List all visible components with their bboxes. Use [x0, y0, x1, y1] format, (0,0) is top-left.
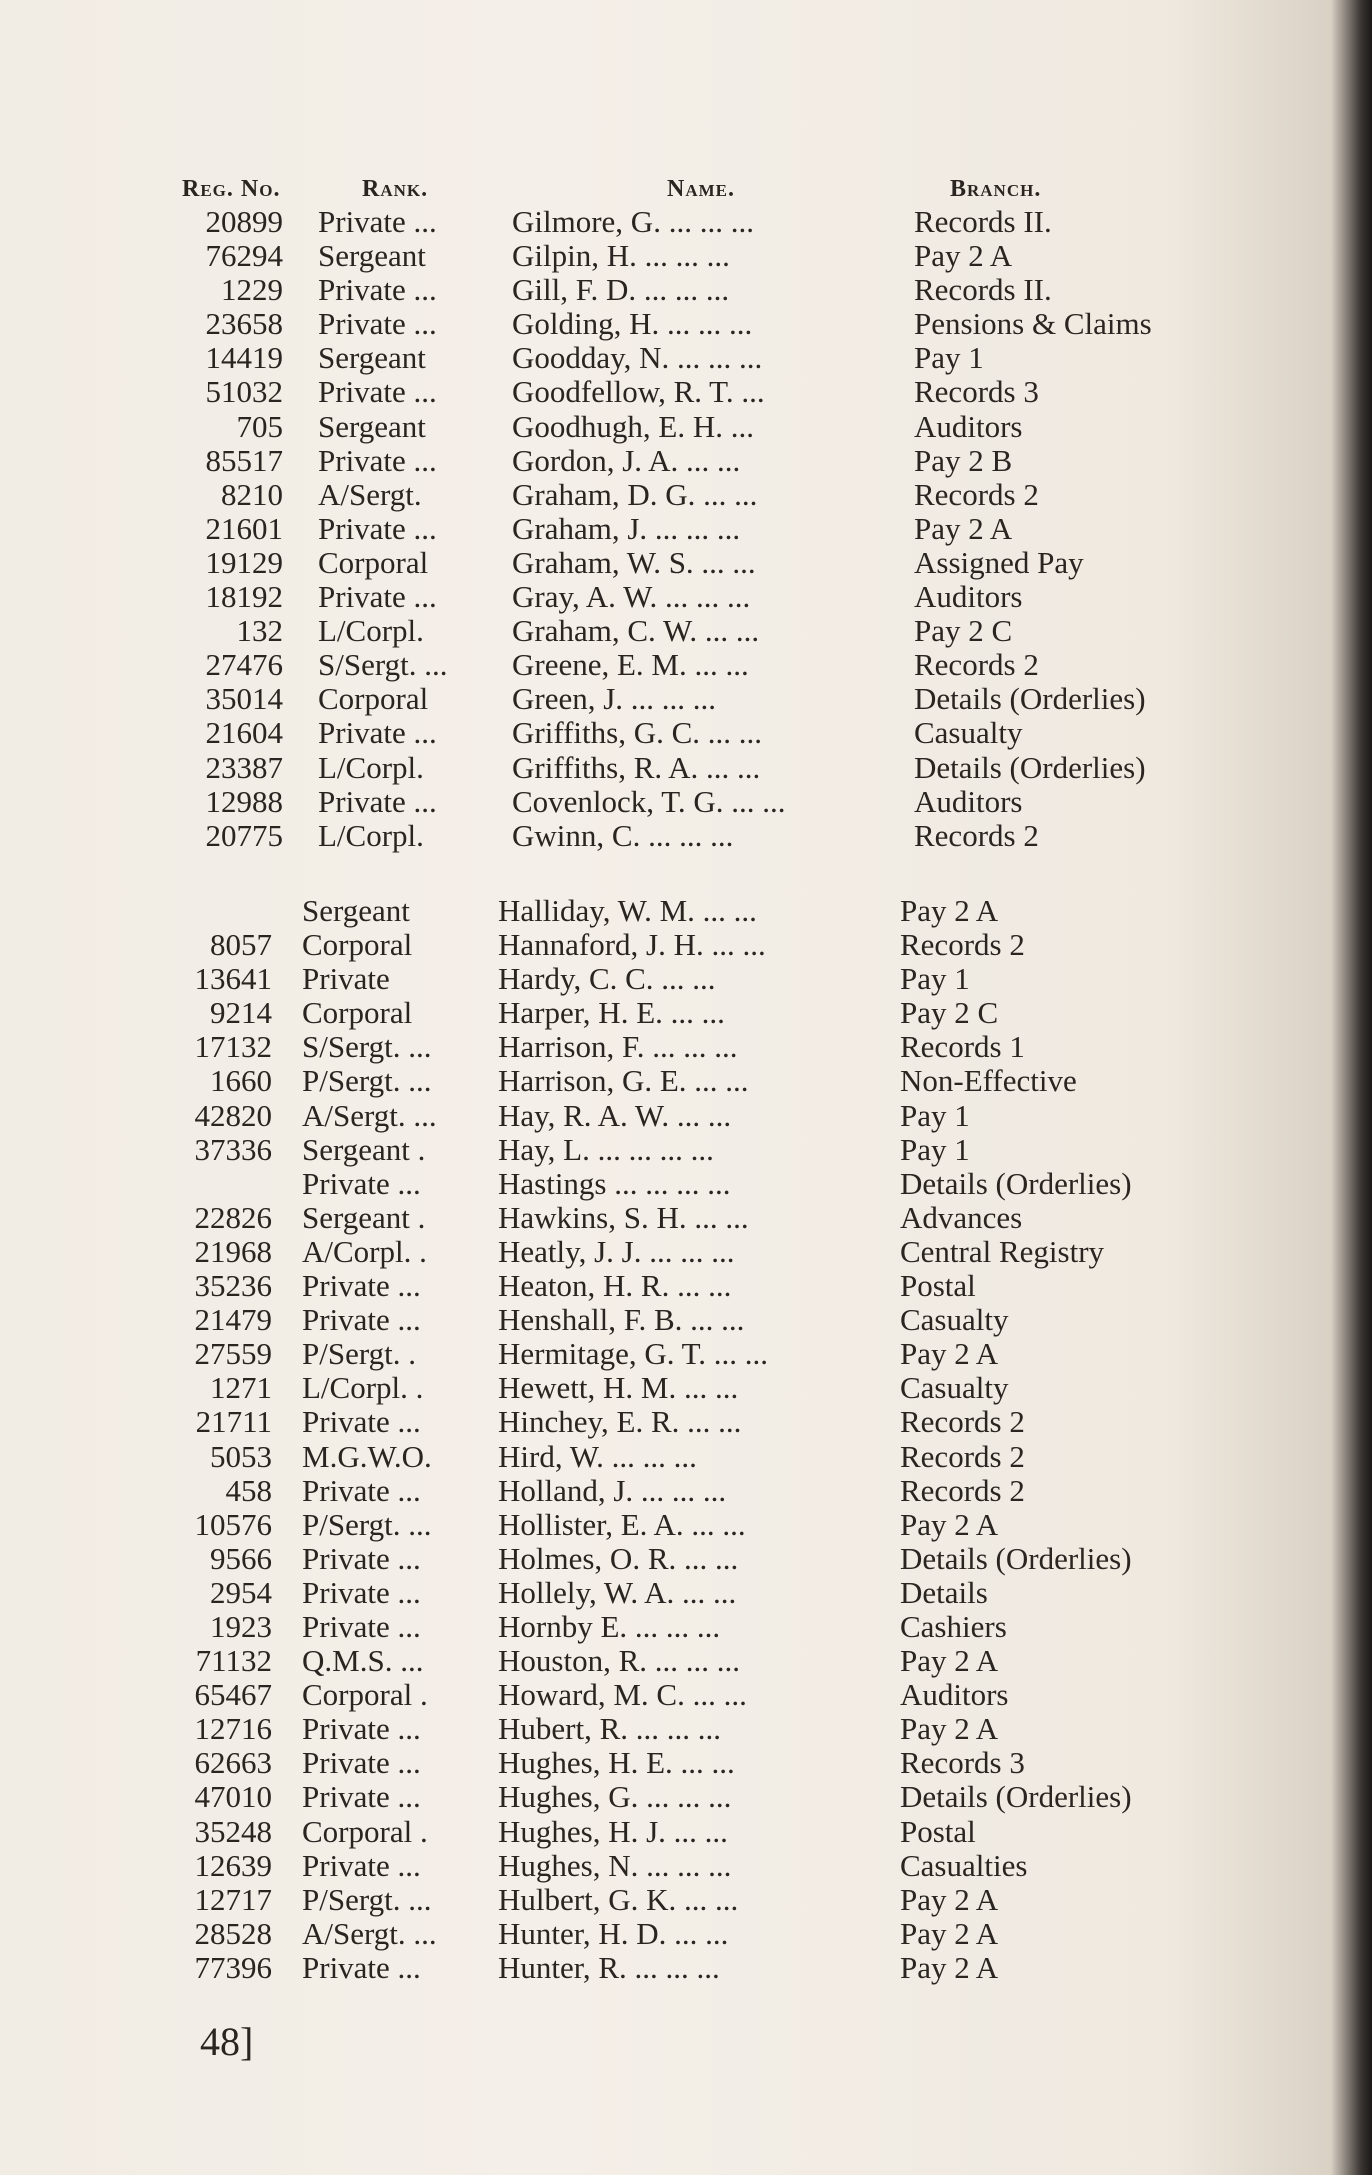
name-cell: Holland, J. ... ... ...: [498, 1472, 727, 1508]
branch-cell: Pay 2 A: [900, 893, 999, 928]
branch-cell: Details (Orderlies): [914, 749, 1146, 785]
header-branch: Branch.: [950, 176, 1042, 202]
branch-cell: Advances: [900, 1199, 1023, 1235]
branch-cell: Pay 2 A: [900, 1881, 999, 1917]
name-cell: Heatly, J. J. ... ... ...: [498, 1233, 735, 1269]
name-cell: Hollely, W. A. ... ...: [498, 1574, 737, 1610]
name-cell: Covenlock, T. G. ... ...: [512, 783, 786, 819]
reg-no-cell: 13641: [194, 961, 272, 997]
reg-no-cell: 27559: [194, 1336, 272, 1372]
name-cell: Green, J. ... ... ...: [512, 681, 717, 717]
name-cell: Hannaford, J. H. ... ...: [498, 927, 766, 963]
name-cell: Hardy, C. C. ... ...: [498, 961, 716, 997]
rank-cell: Private ...: [302, 1711, 421, 1747]
rank-cell: Private ...: [318, 442, 437, 478]
rank-cell: Private ...: [302, 1540, 421, 1576]
name-cell: Harrison, F. ... ... ...: [498, 1029, 738, 1065]
name-cell: Greene, E. M. ... ...: [512, 647, 749, 683]
branch-cell: Records 3: [900, 1745, 1025, 1781]
name-cell: Graham, J. ... ... ...: [512, 510, 741, 546]
rank-cell: P/Sergt. ...: [302, 1881, 432, 1917]
reg-no-cell: 62663: [194, 1745, 272, 1781]
branch-cell: Details (Orderlies): [900, 1165, 1132, 1201]
roster-row: [0, 1371, 1372, 1405]
roster-row: [0, 444, 1372, 478]
roster-row: [0, 1303, 1372, 1337]
branch-cell: Records II.: [914, 272, 1052, 308]
roster-row: [0, 1474, 1372, 1508]
roster-row: [0, 1917, 1372, 1951]
branch-cell: Records 2: [914, 817, 1039, 853]
roster-row: [0, 962, 1372, 996]
name-cell: Hay, L. ... ... ... ...: [498, 1131, 714, 1167]
branch-cell: Pay 2 A: [900, 1643, 999, 1679]
reg-no-cell: 12639: [194, 1847, 272, 1883]
reg-no-cell: 21968: [194, 1233, 272, 1269]
name-cell: Hunter, H. D. ... ...: [498, 1915, 729, 1951]
roster-row: [0, 716, 1372, 750]
reg-no-cell: 2954: [210, 1574, 272, 1610]
name-cell: Hay, R. A. W. ... ...: [498, 1097, 732, 1133]
rank-cell: Private ...: [318, 783, 437, 819]
reg-no-cell: 42820: [194, 1097, 272, 1133]
roster-row: [0, 478, 1372, 512]
roster-row: [0, 751, 1372, 785]
branch-cell: Records 1: [900, 1029, 1025, 1065]
reg-no-cell: 27476: [205, 647, 283, 683]
reg-no-cell: 132: [236, 613, 283, 649]
branch-cell: Pay 1: [900, 961, 970, 997]
name-cell: Holmes, O. R. ... ...: [498, 1540, 739, 1576]
reg-no-cell: 65467: [194, 1677, 272, 1713]
rank-cell: L/Corpl.: [318, 817, 424, 853]
name-cell: Gill, F. D. ... ... ...: [512, 272, 730, 308]
reg-no-cell: 51032: [205, 374, 283, 410]
branch-cell: Non-Effective: [900, 1063, 1077, 1099]
name-cell: Hermitage, G. T. ... ...: [498, 1336, 769, 1372]
roster-row: [0, 1849, 1372, 1883]
roster-section-h: [0, 894, 1372, 1985]
name-cell: Griffiths, R. A. ... ...: [512, 749, 761, 785]
roster-row: [0, 205, 1372, 239]
column-headers: [0, 176, 1372, 206]
branch-cell: Auditors: [914, 408, 1023, 444]
branch-cell: Pensions & Claims: [914, 306, 1152, 342]
rank-cell: Private ...: [302, 1574, 421, 1610]
reg-no-cell: 705: [236, 408, 283, 444]
rank-cell: Sergeant .: [302, 1131, 426, 1167]
reg-no-cell: 18192: [205, 579, 283, 615]
branch-cell: Records 2: [900, 1438, 1025, 1474]
roster-row: [0, 273, 1372, 307]
branch-cell: Pay 1: [914, 340, 984, 376]
name-cell: Hornby E. ... ... ...: [498, 1608, 721, 1644]
name-cell: Hughes, N. ... ... ...: [498, 1847, 732, 1883]
reg-no-cell: 17132: [194, 1029, 272, 1065]
rank-cell: Corporal .: [302, 1677, 428, 1713]
reg-no-cell: 8057: [210, 927, 272, 963]
name-cell: Goodday, N. ... ... ...: [512, 340, 763, 376]
name-cell: Graham, W. S. ... ...: [512, 544, 756, 580]
header-rank: Rank.: [362, 176, 429, 202]
reg-no-cell: 1923: [210, 1608, 272, 1644]
roster-row: [0, 1167, 1372, 1201]
rank-cell: P/Sergt. ...: [302, 1506, 432, 1542]
reg-no-cell: 23387: [205, 749, 283, 785]
reg-no-cell: 28528: [194, 1915, 272, 1951]
branch-cell: Details (Orderlies): [914, 681, 1146, 717]
name-cell: Houston, R. ... ... ...: [498, 1643, 740, 1679]
rank-cell: S/Sergt. ...: [302, 1029, 432, 1065]
branch-cell: Casualty: [900, 1302, 1009, 1338]
branch-cell: Casualty: [914, 715, 1023, 751]
page-number: 48]: [200, 2019, 254, 2064]
branch-cell: Records 2: [900, 927, 1025, 963]
name-cell: Harrison, G. E. ... ...: [498, 1063, 749, 1099]
branch-cell: Postal: [900, 1268, 976, 1304]
name-cell: Gordon, J. A. ... ...: [512, 442, 741, 478]
rank-cell: Private ...: [318, 272, 437, 308]
header-reg-no: Reg. No.: [182, 176, 281, 202]
branch-cell: Casualties: [900, 1847, 1028, 1883]
reg-no-cell: 21604: [205, 715, 283, 751]
rank-cell: Private ...: [318, 579, 437, 615]
roster-row: [0, 546, 1372, 580]
name-cell: Hawkins, S. H. ... ...: [498, 1199, 749, 1235]
rank-cell: Private ...: [302, 1608, 421, 1644]
roster-row: [0, 239, 1372, 273]
rank-cell: P/Sergt. ...: [302, 1063, 432, 1099]
branch-cell: Records 2: [900, 1404, 1025, 1440]
roster-row: [0, 1678, 1372, 1712]
reg-no-cell: 10576: [194, 1506, 272, 1542]
roster-row: [0, 928, 1372, 962]
roster-row: [0, 819, 1372, 853]
branch-cell: Pay 2 A: [914, 238, 1013, 274]
name-cell: Hird, W. ... ... ...: [498, 1438, 697, 1474]
name-cell: Harper, H. E. ... ...: [498, 995, 725, 1031]
reg-no-cell: 1660: [210, 1063, 272, 1099]
reg-no-cell: 85517: [205, 442, 283, 478]
reg-no-cell: 47010: [194, 1779, 272, 1815]
name-cell: Hunter, R. ... ... ...: [498, 1949, 720, 1985]
name-cell: Gilmore, G. ... ... ...: [512, 204, 754, 239]
roster-row: [0, 614, 1372, 648]
rank-cell: Sergeant: [318, 238, 426, 274]
rank-cell: L/Corpl.: [318, 613, 424, 649]
roster-row: [0, 1644, 1372, 1678]
name-cell: Goodhugh, E. H. ...: [512, 408, 754, 444]
roster-row: [0, 375, 1372, 409]
rank-cell: Private ...: [302, 1779, 421, 1815]
reg-no-cell: 20899: [205, 204, 283, 239]
name-cell: Goodfellow, R. T. ...: [512, 374, 765, 410]
roster-row: [0, 1746, 1372, 1780]
branch-cell: Records 2: [914, 476, 1039, 512]
rank-cell: Private ...: [302, 1404, 421, 1440]
rank-cell: A/Corpl. .: [302, 1233, 427, 1269]
name-cell: Hughes, H. J. ... ...: [498, 1813, 728, 1849]
name-cell: Graham, C. W. ... ...: [512, 613, 760, 649]
reg-no-cell: 21601: [205, 510, 283, 546]
name-cell: Hughes, H. E. ... ...: [498, 1745, 735, 1781]
rank-cell: Corporal: [318, 544, 429, 580]
name-cell: Halliday, W. M. ... ...: [498, 893, 757, 928]
name-cell: Hughes, G. ... ... ...: [498, 1779, 732, 1815]
branch-cell: Pay 2 A: [900, 1711, 999, 1747]
roster-row: [0, 1542, 1372, 1576]
branch-cell: Pay 2 A: [900, 1915, 999, 1951]
branch-cell: Pay 2 C: [900, 995, 999, 1031]
name-cell: Graham, D. G. ... ...: [512, 476, 758, 512]
rank-cell: Private ...: [318, 204, 437, 239]
branch-cell: Records 2: [900, 1472, 1025, 1508]
rank-cell: A/Sergt.: [318, 476, 422, 512]
branch-cell: Pay 2 A: [914, 510, 1013, 546]
branch-cell: Details: [900, 1574, 988, 1610]
rank-cell: Private ...: [302, 1949, 421, 1985]
name-cell: Hulbert, G. K. ... ...: [498, 1881, 739, 1917]
rank-cell: Private: [302, 961, 390, 997]
reg-no-cell: 9214: [210, 995, 272, 1031]
rank-cell: Q.M.S. ...: [302, 1643, 424, 1679]
branch-cell: Cashiers: [900, 1608, 1007, 1644]
reg-no-cell: 20775: [205, 817, 283, 853]
branch-cell: Details (Orderlies): [900, 1540, 1132, 1576]
roster-row: [0, 1099, 1372, 1133]
reg-no-cell: 12717: [194, 1881, 272, 1917]
roster-row: [0, 682, 1372, 716]
roster-row: [0, 1951, 1372, 1985]
rank-cell: A/Sergt. ...: [302, 1915, 437, 1951]
roster-row: [0, 1815, 1372, 1849]
roster-row: [0, 1440, 1372, 1474]
rank-cell: Sergeant: [302, 893, 410, 928]
rank-cell: Private ...: [302, 1472, 421, 1508]
name-cell: Griffiths, G. C. ... ...: [512, 715, 763, 751]
roster-row: [0, 996, 1372, 1030]
roster-row: [0, 1337, 1372, 1371]
name-cell: Heaton, H. R. ... ...: [498, 1268, 732, 1304]
reg-no-cell: 23658: [205, 306, 283, 342]
roster-row: [0, 1030, 1372, 1064]
rank-cell: Corporal: [302, 927, 413, 963]
branch-cell: Casualty: [900, 1370, 1009, 1406]
reg-no-cell: 5053: [210, 1438, 272, 1474]
branch-cell: Records 3: [914, 374, 1039, 410]
branch-cell: Pay 2 A: [900, 1336, 999, 1372]
roster-row: [0, 1235, 1372, 1269]
rank-cell: Private ...: [318, 715, 437, 751]
reg-no-cell: 76294: [205, 238, 283, 274]
name-cell: Henshall, F. B. ... ...: [498, 1302, 745, 1338]
reg-no-cell: 21711: [195, 1404, 272, 1440]
reg-no-cell: 458: [225, 1472, 272, 1508]
branch-cell: Pay 2 C: [914, 613, 1013, 649]
rank-cell: Private ...: [318, 374, 437, 410]
roster-row: [0, 1269, 1372, 1303]
branch-cell: Central Registry: [900, 1233, 1105, 1269]
roster-row: [0, 1508, 1372, 1542]
roster-row: [0, 580, 1372, 614]
rank-cell: S/Sergt. ...: [318, 647, 448, 683]
rank-cell: Private ...: [302, 1165, 421, 1201]
roster-row: [0, 1883, 1372, 1917]
name-cell: Gwinn, C. ... ... ...: [512, 817, 734, 853]
reg-no-cell: 14419: [205, 340, 283, 376]
reg-no-cell: 1229: [221, 272, 283, 308]
rank-cell: Corporal: [302, 995, 413, 1031]
rank-cell: Sergeant .: [302, 1199, 426, 1235]
branch-cell: Pay 1: [900, 1097, 970, 1133]
branch-cell: Records II.: [914, 204, 1052, 239]
roster-row: [0, 410, 1372, 444]
rank-cell: L/Corpl.: [318, 749, 424, 785]
reg-no-cell: 1271: [210, 1370, 272, 1406]
rank-cell: Private ...: [302, 1268, 421, 1304]
name-cell: Golding, H. ... ... ...: [512, 306, 753, 342]
reg-no-cell: 35236: [194, 1268, 272, 1304]
roster-row: [0, 1405, 1372, 1439]
branch-cell: Auditors: [914, 579, 1023, 615]
rank-cell: Private ...: [318, 306, 437, 342]
reg-no-cell: 8210: [221, 476, 283, 512]
branch-cell: Details (Orderlies): [900, 1779, 1132, 1815]
rank-cell: Private ...: [318, 510, 437, 546]
branch-cell: Assigned Pay: [914, 544, 1084, 580]
name-cell: Gilpin, H. ... ... ...: [512, 238, 730, 274]
branch-cell: Auditors: [900, 1677, 1009, 1713]
roster-row: [0, 1610, 1372, 1644]
name-cell: Gray, A. W. ... ... ...: [512, 579, 751, 615]
name-cell: Hewett, H. M. ... ...: [498, 1370, 739, 1406]
name-cell: Howard, M. C. ... ...: [498, 1677, 747, 1713]
reg-no-cell: 35248: [194, 1813, 272, 1849]
rank-cell: Private ...: [302, 1302, 421, 1338]
reg-no-cell: 19129: [205, 544, 283, 580]
branch-cell: Postal: [900, 1813, 976, 1849]
roster-row: [0, 1780, 1372, 1814]
rank-cell: Private ...: [302, 1847, 421, 1883]
roster-row: [0, 1133, 1372, 1167]
name-cell: Hollister, E. A. ... ...: [498, 1506, 746, 1542]
roster-row: [0, 785, 1372, 819]
rank-cell: Private ...: [302, 1745, 421, 1781]
branch-cell: Pay 2 B: [914, 442, 1013, 478]
rank-cell: A/Sergt. ...: [302, 1097, 437, 1133]
name-cell: Hastings ... ... ... ...: [498, 1165, 731, 1201]
roster-row: [0, 1712, 1372, 1746]
roster-row: [0, 648, 1372, 682]
reg-no-cell: 37336: [194, 1131, 272, 1167]
branch-cell: Pay 2 A: [900, 1506, 999, 1542]
rank-cell: Corporal .: [302, 1813, 428, 1849]
rank-cell: P/Sergt. .: [302, 1336, 416, 1372]
rank-cell: Corporal: [318, 681, 429, 717]
reg-no-cell: 22826: [194, 1199, 272, 1235]
rank-cell: M.G.W.O.: [302, 1438, 432, 1474]
reg-no-cell: 77396: [194, 1949, 272, 1985]
reg-no-cell: 71132: [195, 1643, 272, 1679]
name-cell: Hinchey, E. R. ... ...: [498, 1404, 742, 1440]
branch-cell: Pay 1: [900, 1131, 970, 1167]
rank-cell: Sergeant: [318, 408, 426, 444]
header-name: Name.: [667, 176, 735, 202]
roster-row: [0, 1201, 1372, 1235]
reg-no-cell: 9566: [210, 1540, 272, 1576]
roster-section-g: [0, 205, 1372, 853]
name-cell: Hubert, R. ... ... ...: [498, 1711, 722, 1747]
rank-cell: L/Corpl. .: [302, 1370, 424, 1406]
roster-row: [0, 1576, 1372, 1610]
roster-row: [0, 512, 1372, 546]
reg-no-cell: 12716: [194, 1711, 272, 1747]
reg-no-cell: 21479: [194, 1302, 272, 1338]
branch-cell: Auditors: [914, 783, 1023, 819]
branch-cell: Pay 2 A: [900, 1949, 999, 1985]
reg-no-cell: 35014: [205, 681, 283, 717]
roster-row: [0, 894, 1372, 928]
roster-row: [0, 1064, 1372, 1098]
branch-cell: Records 2: [914, 647, 1039, 683]
roster-row: [0, 341, 1372, 375]
reg-no-cell: 12988: [205, 783, 283, 819]
rank-cell: Sergeant: [318, 340, 426, 376]
roster-row: [0, 307, 1372, 341]
